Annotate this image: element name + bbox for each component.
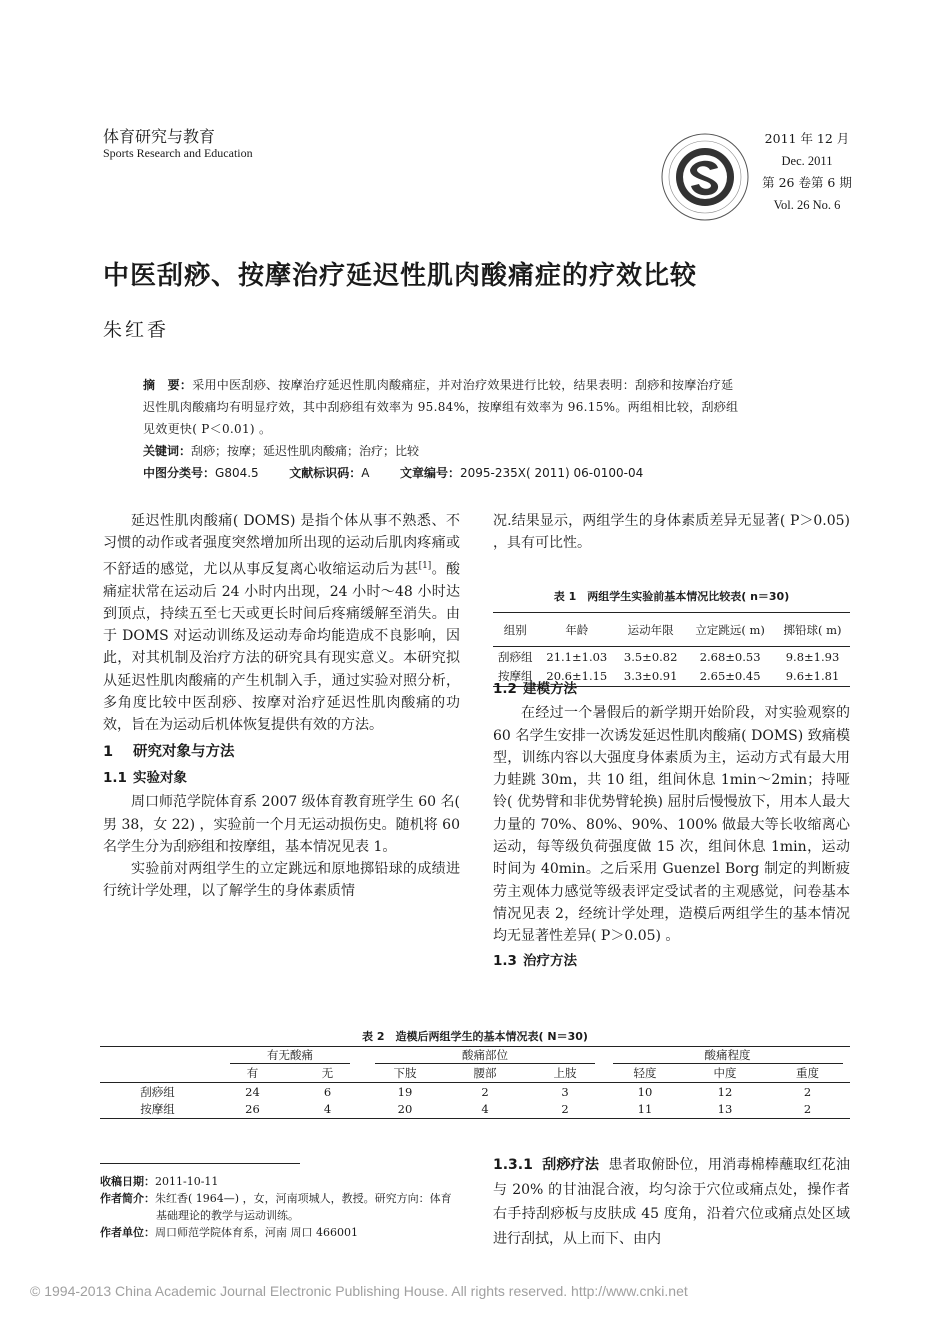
section-1-3-1 bbox=[493, 1153, 850, 1251]
table-cell: 4 bbox=[290, 1101, 365, 1119]
t2-group-header-degree: 酸痛程度 bbox=[613, 1047, 843, 1064]
journal-name-en: Sports Research and Education bbox=[103, 146, 253, 160]
abstract-block bbox=[143, 374, 843, 484]
unit-label: 作者单位： bbox=[100, 1226, 155, 1239]
section-1-2-title: 建模方法 bbox=[523, 681, 577, 697]
table-cell: 21.1±1.03 bbox=[538, 647, 617, 667]
doc-code: A bbox=[361, 466, 370, 480]
section-1-title: 研究对象与方法 bbox=[133, 743, 235, 760]
journal-name-cn: 体育研究与教育 bbox=[103, 127, 216, 146]
table-cell: 12 bbox=[717, 1084, 733, 1099]
abstract-line-2: 迟性肌肉酸痛均有明显疗效，其中刮痧组有效率为 95.84%，按摩组有效率为 96.15%。两组相比较，刮痧组 bbox=[143, 400, 739, 414]
t2-sub-header: 腰部 bbox=[473, 1066, 497, 1081]
section-1-3-heading bbox=[493, 950, 850, 972]
section-1-1-number: 1.1 bbox=[103, 769, 127, 786]
table-cell: 20 bbox=[365, 1101, 445, 1119]
t1-header-age: 年龄 bbox=[538, 613, 617, 647]
section-1-3-1-number: 1.3.1 bbox=[493, 1157, 533, 1173]
section-1-3-number: 1.3 bbox=[493, 952, 517, 969]
table-cell: 11 bbox=[605, 1101, 685, 1119]
paragraph-1-1b: 实验前对两组学生的立定跳远和原地掷铅球的成绩进行统计学处理，以了解学生的身体素质情 bbox=[103, 861, 460, 900]
clc-number: G804.5 bbox=[215, 466, 259, 480]
section-1-number: 1 bbox=[103, 743, 114, 760]
table-2 bbox=[100, 1046, 850, 1119]
table-cell: 2 bbox=[481, 1084, 489, 1099]
t2-sub-header: 无 bbox=[321, 1066, 334, 1081]
issue-volume-cn: 第 26 卷第 6 期 bbox=[762, 175, 852, 190]
t1-header-jump: 立定跳远( m) bbox=[685, 613, 775, 647]
paragraph-1-2: 在经过一个暑假后的新学期开始阶段，对实验观察的 60 名学生安排一次诱发延迟性肌肉酸痛( DOMS) 致痛模型，训练内容以大强度身体素质为主，运动方式有最大用力蛙跳 30m，共 10 组，组间休息 1min～2min；持哑铃( 优势臂和非优势臂轮换) 屈肘后慢慢放下，用本人最大力量的 70%、80%、90%、100% 做最大等长收缩离心运动，每等级负荷强度做 15 次，组间休息 1min，运动时间为 40min。之后采用 Guenzel Borg 制定的判断疲劳主观体力感觉等级表评定受试者的主观感觉，问卷基本情况见表 2，经统计学处理，造模后两组学生的基本情况均无显著性差异( P＞0.05) 。 bbox=[493, 705, 850, 945]
abstract-label: 摘 要： bbox=[143, 378, 193, 392]
intro-text: 延迟性肌肉酸痛( DOMS) 是指个体从事不熟悉、不习惯的动作或者强度突然增加所出现的运动后肌肉疼痛或不舒适的感觉，尤以从事反复离心收缩运动后为甚 bbox=[103, 513, 460, 578]
citation-ref: [1] bbox=[418, 560, 432, 571]
table-cell: 3 bbox=[561, 1084, 569, 1099]
issue-meta bbox=[752, 128, 862, 216]
article-author: 朱红香 bbox=[103, 319, 170, 341]
table-1-caption: 表 1 两组学生实验前基本情况比较表( n＝30) bbox=[553, 590, 790, 603]
issue-volume-en: Vol. 26 No. 6 bbox=[773, 198, 841, 212]
table-cell: 19 bbox=[397, 1084, 413, 1099]
section-1-2-heading bbox=[493, 678, 850, 700]
footnotes bbox=[100, 1173, 465, 1241]
t2-sub-header: 中度 bbox=[713, 1066, 737, 1081]
table-2-caption: 表 2 造模后两组学生的基本情况表( N＝30) bbox=[362, 1030, 588, 1043]
article-number-label: 文章编号： bbox=[399, 466, 460, 480]
table-cell: 13 bbox=[685, 1101, 765, 1119]
table-cell: 3.5±0.82 bbox=[616, 647, 685, 667]
article-title: 中医刮痧、按摩治疗延迟性肌肉酸痛症的疗效比较 bbox=[103, 261, 698, 291]
t2-group-header-pain: 有无酸痛 bbox=[230, 1047, 350, 1064]
article-number: 2095-235X( 2011) 06-0100-04 bbox=[459, 466, 644, 480]
table-cell: 2 bbox=[803, 1084, 812, 1099]
section-1-3-title: 治疗方法 bbox=[523, 952, 577, 969]
right-column bbox=[493, 510, 850, 555]
paragraph-1-1a: 周口师范学院体育系 2007 级体育教育班学生 60 名( 男 38，女 22) ，实验前一个月无运动损伤史。随机将 60 名学生分为刮痧组和按摩组，基本情况见表 1。 bbox=[103, 794, 460, 855]
left-column bbox=[103, 510, 460, 903]
table-cell: 刮痧组 bbox=[140, 1084, 175, 1099]
keywords: 刮痧；按摩；延迟性肌肉酸痛；治疗；比较 bbox=[191, 444, 420, 458]
section-1-3-1-title: 刮痧疗法 bbox=[542, 1157, 600, 1173]
section-1-heading bbox=[103, 741, 460, 763]
t2-sub-header: 重度 bbox=[796, 1066, 819, 1081]
clc-label: 中图分类号： bbox=[143, 466, 216, 480]
table-cell: 26 bbox=[215, 1101, 290, 1119]
t2-sub-header: 轻度 bbox=[633, 1066, 657, 1081]
t1-header-group: 组别 bbox=[493, 613, 538, 647]
table-cell: 10 bbox=[637, 1084, 653, 1099]
table-cell bbox=[100, 1047, 215, 1065]
bio-line-1: 朱红香( 1964—) ，女，河南项城人，教授。研究方向：体育 bbox=[155, 1192, 452, 1205]
journal-logo bbox=[660, 132, 750, 222]
intro-text-2: 。酸痛症状常在运动后 24 小时内出现，24 小时～48 小时达到顶点，持续五至七天或更长时间后疼痛缓解至消失。由于 DOMS 对运动训练及运动寿命均能造成不良影响，因此，对其机制及治疗方法的研究具有现实意义。本研究拟从延迟性肌肉酸痛的产生机制入手，通过实验对照分析，多角度比较中医刮痧、按摩对治疗延迟性肌肉酸痛的功效，旨在为运动后机体恢复提供有效的方法。 bbox=[103, 561, 460, 734]
doc-code-label: 文献标识码： bbox=[289, 466, 362, 480]
intro-paragraph bbox=[103, 510, 460, 737]
author-unit: 周口师范学院体育系，河南 周口 466001 bbox=[155, 1226, 358, 1239]
received-date: 2011-10-11 bbox=[155, 1175, 219, 1188]
copyright-notice: © 1994-2013 China Academic Journal Electronic Publishing House. All rights reserved. http://www.cnki.net bbox=[30, 1283, 688, 1299]
t2-sub-header: 有 bbox=[246, 1066, 259, 1081]
t1-header-shot: 掷铅球( m) bbox=[775, 613, 850, 647]
paragraph-continued: 况.结果显示，两组学生的身体素质差异无显著( P＞0.05) ，具有可比性。 bbox=[493, 513, 850, 552]
table-cell: 按摩组 bbox=[493, 667, 538, 687]
paragraph-1-3-1: 患者取俯卧位，用消毒棉棒蘸取红花油与 20% 的甘油混合液，均匀涂于穴位或痛点处，操作者右手持刮痧板与皮肤成 45 度角，沿着穴位或痛点处区域进行刮拭，从上而下、由内 bbox=[493, 1157, 850, 1247]
abstract-line-1: 采用中医刮痧、按摩治疗延迟性肌肉酸痛症，并对治疗效果进行比较，结果表明：刮痧和按摩治疗延 bbox=[192, 378, 734, 392]
t1-header-years: 运动年限 bbox=[616, 613, 685, 647]
section-1-1-title: 实验对象 bbox=[133, 769, 187, 786]
table-cell: 2 bbox=[765, 1101, 850, 1119]
t2-sub-header: 上肢 bbox=[553, 1066, 577, 1081]
abstract-line-3: 见效更快( P＜0.01) 。 bbox=[143, 422, 272, 436]
table-cell: 9.8±1.93 bbox=[775, 647, 850, 667]
footnote-rule bbox=[100, 1163, 300, 1164]
received-label: 收稿日期： bbox=[100, 1175, 155, 1188]
table-cell: 24 bbox=[245, 1084, 260, 1099]
table-cell: 9.6±1.81 bbox=[775, 667, 850, 687]
table-cell: 3.3±0.91 bbox=[616, 667, 685, 687]
section-1-2-number: 1.2 bbox=[493, 681, 517, 697]
table-cell: 6 bbox=[323, 1084, 332, 1099]
table-cell: 20.6±1.15 bbox=[538, 667, 617, 687]
table-cell: 按摩组 bbox=[100, 1101, 215, 1119]
keywords-label: 关键词： bbox=[143, 444, 192, 458]
t2-group-header-site: 酸痛部位 bbox=[375, 1047, 595, 1064]
table-cell: 2 bbox=[525, 1101, 605, 1119]
table-1 bbox=[493, 588, 850, 687]
table-cell: 4 bbox=[445, 1101, 525, 1119]
issue-date-cn: 2011 年 12 月 bbox=[764, 131, 850, 146]
t2-sub-header: 下肢 bbox=[393, 1066, 417, 1081]
bio-line-2: 基础理论的教学与运动训练。 bbox=[156, 1209, 299, 1222]
issue-date-en: Dec. 2011 bbox=[781, 154, 833, 168]
table-cell: 2.68±0.53 bbox=[685, 647, 775, 667]
right-column-lower bbox=[493, 676, 850, 974]
bio-label: 作者简介： bbox=[100, 1192, 155, 1205]
section-1-1-heading bbox=[103, 767, 460, 789]
table-cell: 2.65±0.45 bbox=[685, 667, 775, 687]
table-cell: 刮痧组 bbox=[493, 647, 538, 667]
